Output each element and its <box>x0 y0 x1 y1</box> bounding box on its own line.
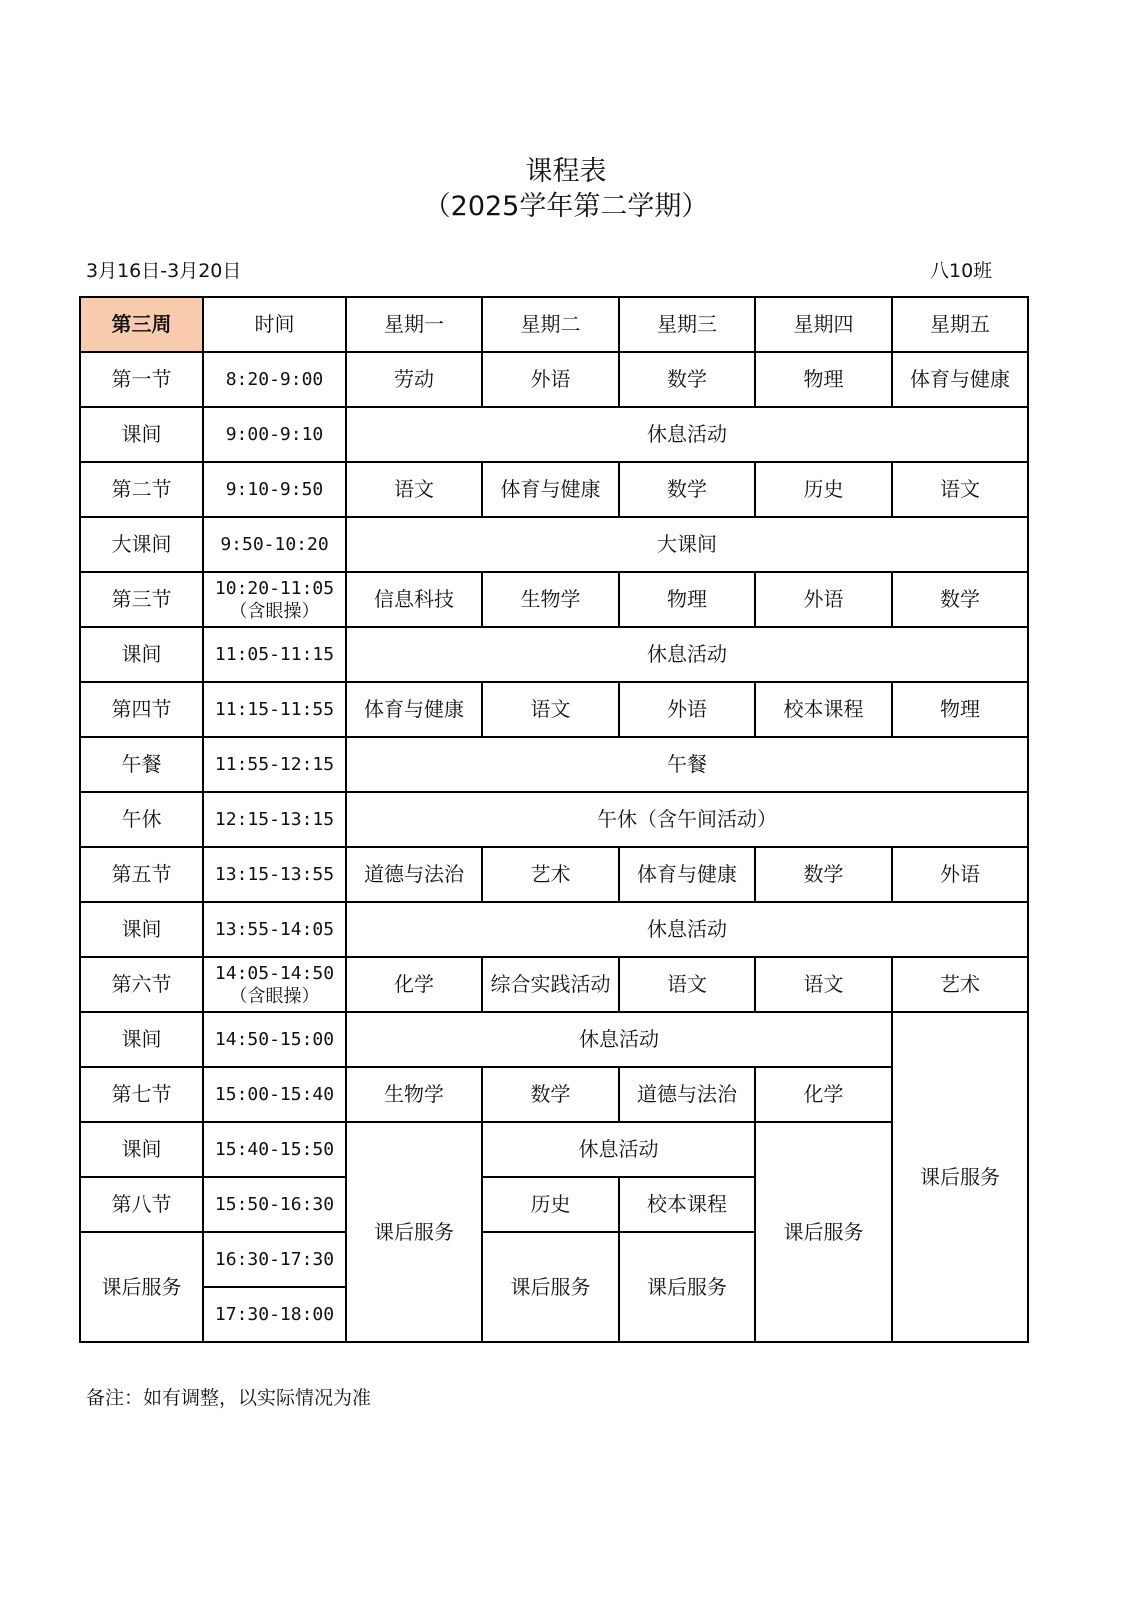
class-cell: 生物学 <box>346 1067 482 1122</box>
footnote: 备注：如有调整，以实际情况为准 <box>86 1387 372 1409</box>
period-time: 11:15-11:55 <box>203 682 346 737</box>
col-header-time: 时间 <box>203 297 346 352</box>
table-row <box>80 407 1028 462</box>
class-cell: 道德与法治 <box>346 847 482 902</box>
table-row <box>80 737 1028 792</box>
timetable <box>79 296 1029 1343</box>
class-cell: 体育与健康 <box>892 352 1028 407</box>
class-cell: 语文 <box>892 462 1028 517</box>
class-cell: 语文 <box>619 957 755 1012</box>
tuesday-after-school-service: 课后服务 <box>482 1232 619 1342</box>
class-cell: 数学 <box>619 352 755 407</box>
class-cell: 校本课程 <box>619 1177 755 1232</box>
period-label: 课间 <box>80 1012 203 1067</box>
col-header-monday: 星期一 <box>346 297 482 352</box>
class-cell: 数学 <box>755 847 892 902</box>
period-label: 课间 <box>80 1122 203 1177</box>
table-row <box>80 1122 1028 1177</box>
class-cell: 信息科技 <box>346 572 482 627</box>
merged-activity-cell: 大课间 <box>346 517 1028 572</box>
class-cell: 外语 <box>755 572 892 627</box>
period-label: 第四节 <box>80 682 203 737</box>
period-label: 第一节 <box>80 352 203 407</box>
table-row <box>80 902 1028 957</box>
table-row <box>80 572 1028 627</box>
class-cell: 历史 <box>755 462 892 517</box>
period-time: 9:10-9:50 <box>203 462 346 517</box>
class-cell: 数学 <box>482 1067 619 1122</box>
table-row <box>80 957 1028 1012</box>
period-time-range: 10:20-11:05 <box>214 577 335 599</box>
period-time: 11:05-11:15 <box>203 627 346 682</box>
class-cell: 外语 <box>619 682 755 737</box>
table-row <box>80 627 1028 682</box>
class-cell: 数学 <box>619 462 755 517</box>
class-cell: 劳动 <box>346 352 482 407</box>
wednesday-after-school-service: 课后服务 <box>619 1232 755 1342</box>
class-cell: 外语 <box>892 847 1028 902</box>
table-row <box>80 682 1028 737</box>
class-cell: 艺术 <box>892 957 1028 1012</box>
class-cell: 物理 <box>619 572 755 627</box>
thursday-after-school-service: 课后服务 <box>755 1122 892 1342</box>
col-header-tuesday: 星期二 <box>482 297 619 352</box>
class-name: 八10班 <box>930 260 993 282</box>
period-label: 第八节 <box>80 1177 203 1232</box>
class-cell: 化学 <box>755 1067 892 1122</box>
period-time-range: 14:05-14:50 <box>214 962 335 984</box>
table-row <box>80 1012 1028 1067</box>
merged-activity-cell: 休息活动 <box>346 902 1028 957</box>
period-time: 9:50-10:20 <box>203 517 346 572</box>
page-subtitle: （2025学年第二学期） <box>423 191 709 222</box>
merged-activity-cell: 休息活动 <box>346 627 1028 682</box>
class-cell: 物理 <box>892 682 1028 737</box>
period-label: 第五节 <box>80 847 203 902</box>
period-label: 课间 <box>80 627 203 682</box>
period-label: 第六节 <box>80 957 203 1012</box>
period-time: 13:55-14:05 <box>203 902 346 957</box>
page-title: 课程表 <box>525 156 607 187</box>
col-header-thursday: 星期四 <box>755 297 892 352</box>
period-label: 第七节 <box>80 1067 203 1122</box>
class-cell: 体育与健康 <box>482 462 619 517</box>
col-header-wednesday: 星期三 <box>619 297 755 352</box>
period-time-note: （含眼操） <box>229 985 320 1007</box>
period-time: 16:30-17:30 <box>203 1232 346 1287</box>
period-label: 课间 <box>80 902 203 957</box>
col-header-friday: 星期五 <box>892 297 1028 352</box>
table-row <box>80 792 1028 847</box>
period-label: 课后服务 <box>80 1232 203 1342</box>
monday-after-school-service: 课后服务 <box>346 1122 482 1342</box>
class-cell: 体育与健康 <box>619 847 755 902</box>
class-cell: 数学 <box>892 572 1028 627</box>
class-cell: 语文 <box>482 682 619 737</box>
class-cell: 综合实践活动 <box>482 957 619 1012</box>
week-label: 第三周 <box>80 297 203 352</box>
class-cell: 化学 <box>346 957 482 1012</box>
period-time-note: （含眼操） <box>229 600 320 622</box>
class-cell: 历史 <box>482 1177 619 1232</box>
merged-activity-cell: 休息活动 <box>482 1122 755 1177</box>
period-time: 15:00-15:40 <box>203 1067 346 1122</box>
period-time <box>203 957 346 1012</box>
class-cell: 校本课程 <box>755 682 892 737</box>
merged-activity-cell: 休息活动 <box>346 407 1028 462</box>
table-row <box>80 517 1028 572</box>
class-cell: 物理 <box>755 352 892 407</box>
period-label: 第二节 <box>80 462 203 517</box>
period-label: 大课间 <box>80 517 203 572</box>
period-label: 第三节 <box>80 572 203 627</box>
period-label: 课间 <box>80 407 203 462</box>
period-label: 午休 <box>80 792 203 847</box>
merged-activity-cell: 午休（含午间活动） <box>346 792 1028 847</box>
period-time: 15:40-15:50 <box>203 1122 346 1177</box>
header-row <box>80 297 1028 352</box>
period-time: 12:15-13:15 <box>203 792 346 847</box>
table-row <box>80 352 1028 407</box>
period-label: 午餐 <box>80 737 203 792</box>
class-cell: 生物学 <box>482 572 619 627</box>
period-time <box>203 572 346 627</box>
date-range: 3月16日-3月20日 <box>86 260 242 282</box>
class-cell: 艺术 <box>482 847 619 902</box>
class-cell: 外语 <box>482 352 619 407</box>
period-time: 8:20-9:00 <box>203 352 346 407</box>
period-time: 14:50-15:00 <box>203 1012 346 1067</box>
friday-after-school-service: 课后服务 <box>892 1012 1028 1342</box>
merged-activity-cell: 午餐 <box>346 737 1028 792</box>
class-cell: 道德与法治 <box>619 1067 755 1122</box>
class-cell: 语文 <box>346 462 482 517</box>
period-time: 17:30-18:00 <box>203 1287 346 1342</box>
table-row <box>80 462 1028 517</box>
period-time: 13:15-13:55 <box>203 847 346 902</box>
class-cell: 体育与健康 <box>346 682 482 737</box>
merged-activity-cell: 休息活动 <box>346 1012 892 1067</box>
table-row <box>80 1067 1028 1122</box>
class-cell: 语文 <box>755 957 892 1012</box>
period-time: 15:50-16:30 <box>203 1177 346 1232</box>
table-row <box>80 847 1028 902</box>
period-time: 11:55-12:15 <box>203 737 346 792</box>
period-time: 9:00-9:10 <box>203 407 346 462</box>
